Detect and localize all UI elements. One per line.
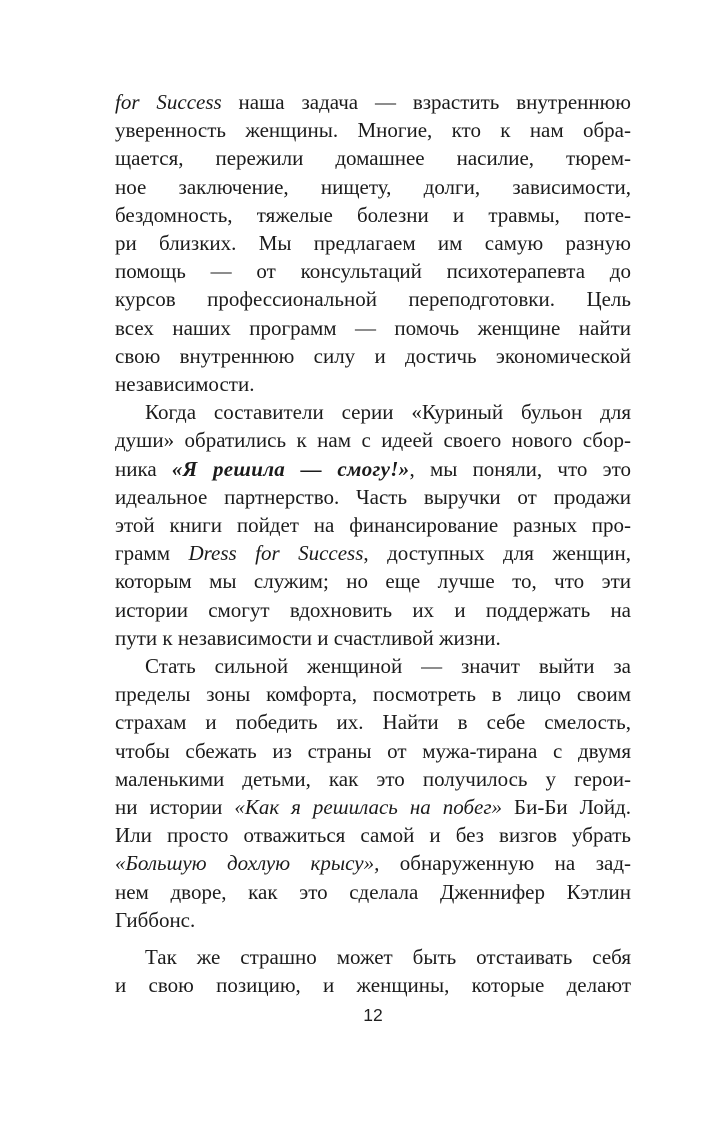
text-line [115,849,631,877]
text-segment: и свою позицию, и женщины, которые делают [115,973,631,998]
text-segment: истории смогут вдохновить их и поддержать на [115,597,631,622]
text-segment: Стать сильной женщиной — значит выйти за [145,654,631,679]
page-number: 12 [363,1005,383,1025]
text-segment: души» обратились к нам с идеей своего нового сбор- [115,428,631,453]
text-segment: уверенность женщины. Многие, кто к нам обра- [115,118,631,143]
text-segment: страхам и победить их. Найти в себе смелость, [115,710,631,735]
paragraph [115,943,631,999]
text-segment: наша задача — взрастить внутреннюю [221,90,631,114]
text-segment: бездомность, тяжелые болезни и травмы, поте- [115,202,631,227]
text-line [115,539,631,567]
text-segment: «Я решила — смогу!» [171,456,410,481]
text-segment: , доступных для женщин, [363,541,632,566]
text-segment: которым мы служим; но еще лучше то, что эти [115,569,631,594]
text-line [115,173,631,201]
text-segment: обнаруженную на зад- [379,851,631,876]
text-segment: помощь — от консультаций психотерапевта до [115,259,631,284]
text-segment: щается, пережили домашнее насилие, тюрем- [115,146,631,171]
text-segment: этой книги пойдет на финансирование разных про- [115,513,631,538]
text-segment: Гиббонс. [115,907,196,932]
text-block [115,88,631,1000]
text-line [115,624,631,652]
text-line [115,596,631,624]
text-line [115,455,631,483]
text-line [115,144,631,172]
text-segment: ное заключение, нищету, долги, зависимости, [115,174,631,199]
text-segment: Так же страшно может быть отстаивать себя [145,945,631,970]
text-line [115,426,631,454]
text-segment: чтобы сбежать из страны от мужа-тирана с двумя [115,738,631,763]
text-segment: нем дворе, как это сделала Дженнифер Кэтлин [115,879,631,904]
text-segment: грамм [115,541,189,566]
text-line [115,229,631,257]
text-line [115,708,631,736]
text-line [115,793,631,821]
text-line [115,511,631,539]
text-line [115,116,631,144]
text-segment: Би-Би Лойд. [502,795,631,820]
text-segment: ни истории [115,795,235,820]
text-segment: курсов профессиональной переподготовки. Цель [115,287,631,312]
text-line [115,257,631,285]
text-line [115,737,631,765]
text-line [115,906,631,934]
text-segment: ри близких. Мы предлагаем им самую разную [115,231,631,256]
text-line [115,483,631,511]
text-line [115,652,631,680]
text-line [115,342,631,370]
text-line [115,821,631,849]
text-line [115,398,631,426]
text-line [115,314,631,342]
text-segment: Dress for Success [188,541,364,566]
text-segment: , мы поняли, что это [409,456,631,481]
text-line [115,567,631,595]
text-segment: пути к независимости и счастливой жизни. [115,625,501,650]
text-segment: Или просто отважиться самой и без визгов убрать [115,823,631,848]
text-line [115,878,631,906]
text-segment: идеальное партнерство. Часть выручки от продажи [115,484,631,509]
text-segment: всех наших программ — помочь женщине найти [115,315,631,340]
text-line [115,88,631,116]
text-line [115,201,631,229]
text-line [115,971,631,999]
text-segment: маленькими детьми, как это получилось у герои- [115,766,631,791]
text-segment: «Большую дохлую крысу», [115,851,380,876]
text-line [115,370,631,398]
text-segment: «Как я решилась на побег» [234,795,503,820]
text-line [115,285,631,313]
paragraph [115,652,631,934]
paragraph [115,88,631,398]
text-line [115,943,631,971]
text-segment: Когда составители серии «Куриный бульон для [145,400,631,425]
text-segment: независимости. [115,372,255,397]
text-line [115,680,631,708]
text-segment: ника [115,456,172,481]
text-segment: пределы зоны комфорта, посмотреть в лицо своим [115,682,631,707]
text-segment: for Success [115,90,222,114]
text-segment: свою внутреннюю силу и достичь экономической [115,343,631,368]
text-line [115,765,631,793]
paragraph [115,398,631,652]
